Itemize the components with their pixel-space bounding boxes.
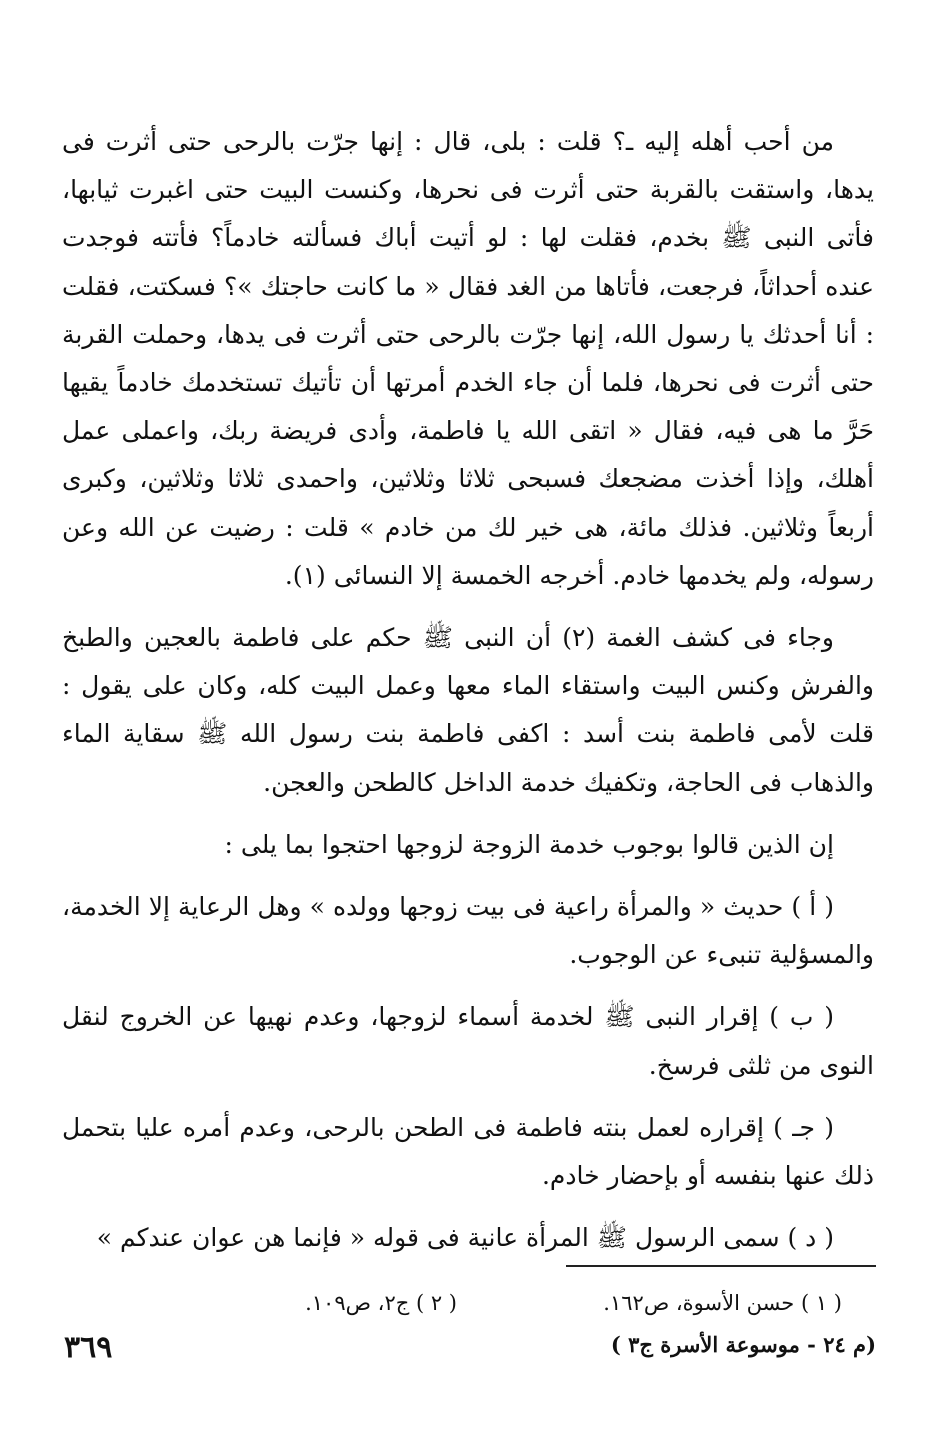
page-number: ٣٦٩: [64, 1330, 113, 1365]
footnote-1: ( ١ ) حسن الأسوة، ص١٦٢.: [603, 1291, 842, 1315]
footnote-2: ( ٢ ) ج٢، ص١٠٩.: [305, 1291, 457, 1315]
paragraph-kashf-alghumma: وجاء فى كشف الغمة (٢) أن النبى ﷺ حكم على فاطمة بالعجين والطبخ والفرش وكنس البيت واستقاء الماء معها وعمل البيت كله، وكان على يقول : قلت لأمى فاطمة بنت أسد : اكفى فاطمة بنت رسول الله ﷺ سقاية الماء والذهاب فى الحاجة، وتكفيك خدمة الداخل كالطحن والعجن.: [62, 623, 874, 797]
paragraph-hadith-fatima: من أحب أهله إليه ـ؟ قلت : بلى، قال : إنها جرّت بالرحى حتى أثرت فى يدها، واستقت بالقربة حتى أثرت فى نحرها، وكنست البيت حتى اغبرت ثيابها، فأتى النبى ﷺ بخدم، فقلت لها : لو أتيت أباك فسألته خادماً؟ فأتته فوجدت عنده أحداثاً، فرجعت، فأتاها من الغد فقال « ما كانت حاجتك »؟ فسكتت، فقلت : أنا أحدثك يا رسول الله، إنها جرّت بالرحى حتى أثرت فى يدها، وحملت القربة حتى أثرت فى نحرها، فلما أن جاء الخدم أمرتها أن تأتيك تستخدمك خادماً يقيها حَرَّ ما هى فيه، فقال « اتقى الله يا فاطمة، وأدى فريضة ربك، واعملى عمل أهلك، وإذا أخذت مضجعك فسبحى ثلاثا وثلاثين، واحمدى ثلاثا وثلاثين، وكبرى أربعاً وثلاثين. فذلك مائة، هى خير لك من خادم » قلت : رضيت عن الله وعن رسوله، ولم يخدمها خادم. أخرجه الخمسة إلا النسائى (١).: [62, 127, 874, 590]
paragraph-argument-d: ( د ) سمى الرسول ﷺ المرأة عانية فى قوله « فإنما هن عوان عندكم »: [96, 1223, 834, 1253]
paragraph-argument-b: ( ب ) إقرار النبى ﷺ لخدمة أسماء لزوجها، وعدم نهيها عن الخروج لنقل النوى من ثلثى فرسخ.: [62, 1002, 874, 1080]
series-label: (م ٢٤ - موسوعة الأسرة ج٣ ): [610, 1332, 876, 1357]
paragraph-argument-c: ( جـ ) إقراره لعمل بنته فاطمة فى الطحن بالرحى، وعدم أمره عليا بتحمل ذلك عنها بنفسه أو بإحضار خادم.: [62, 1112, 874, 1191]
paragraph-argument-a: ( أ ) حديث « والمرأة راعية فى بيت زوجها وولده » وهل الرعاية إلا الخدمة، والمسؤلية تنبىء عن الوجوب.: [62, 892, 874, 970]
paragraph-arguments-intro: إن الذين قالوا بوجوب خدمة الزوجة لزوجها احتجوا بما يلى :: [224, 829, 834, 859]
footnote-divider: [566, 1265, 876, 1267]
page-body: [62, 118, 874, 1262]
